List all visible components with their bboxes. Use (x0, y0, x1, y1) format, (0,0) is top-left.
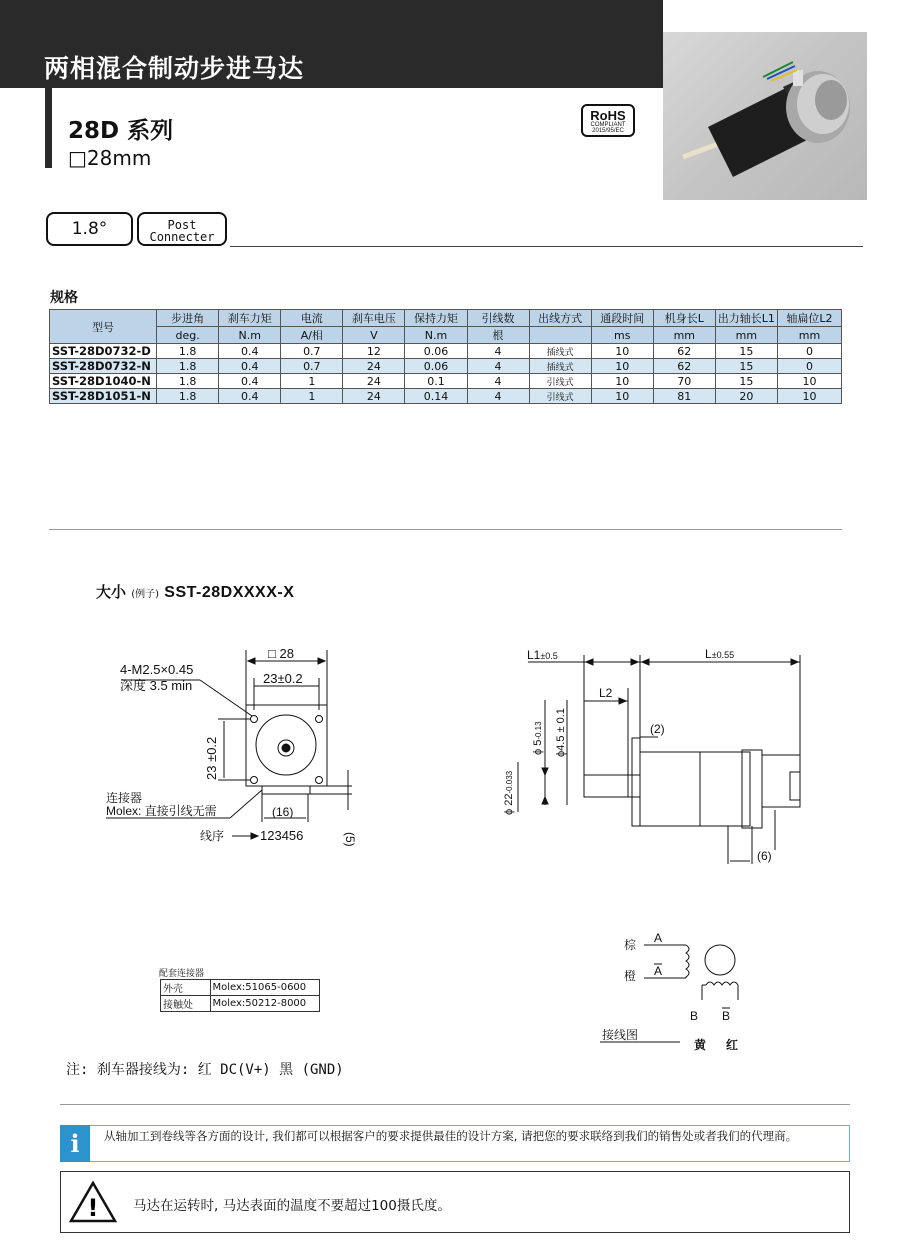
spec-unit-5: N.m (405, 327, 467, 344)
coil-B-bar: B (722, 1009, 731, 1023)
spec-title: 规格 (50, 290, 78, 306)
dim-phi5: ϕ 5-0.13 (532, 721, 544, 755)
example-label: (例子) (131, 589, 160, 600)
spec-unit-6: 根 (467, 327, 529, 344)
table-cell: 4 (467, 359, 529, 374)
info-icon: i (60, 1125, 90, 1162)
table-cell: 62 (653, 344, 715, 359)
table-cell: 插线式 (529, 359, 591, 374)
table-row (161, 980, 320, 996)
dimension-label: 大小 (96, 583, 127, 601)
frame-size: □28mm (68, 146, 152, 170)
table-cell: 引线式 (529, 389, 591, 404)
warning-symbol: ! (87, 1194, 99, 1222)
table-cell: 1.8 (157, 374, 219, 389)
wire-orange: 橙 (624, 969, 637, 983)
table-cell: 4 (467, 344, 529, 359)
warning-text: 马达在运转时, 马达表面的温度不要超过100摄氏度。 (133, 1198, 451, 1214)
table-cell: 0.7 (281, 359, 343, 374)
model-cell: SST-28D0732-D (50, 344, 157, 359)
table-cell: 1.8 (157, 359, 219, 374)
rohs-main: RoHS (590, 108, 626, 123)
coil-A: A (654, 931, 663, 945)
spec-header-11: 轴扁位L2 (777, 310, 841, 327)
table-cell: 0.4 (219, 359, 281, 374)
dim-phi45: ϕ4.5 ± 0.1 (555, 708, 567, 757)
side-view-labels (503, 647, 772, 863)
table-cell: 0.4 (219, 344, 281, 359)
table-cell: 70 (653, 374, 715, 389)
brake-wiring-note: 注: 刹车器接线为: 红 DC(V+) 黑 (GND) (66, 1062, 344, 1078)
wiring-labels (602, 931, 738, 1052)
post-tag-line2: Connecter (149, 230, 215, 244)
dim-depth: 深度 3.5 min (120, 678, 193, 693)
wire-brown: 棕 (624, 938, 637, 952)
table-cell: 外壳 (161, 980, 211, 996)
spec-unit-8: ms (591, 327, 653, 344)
table-cell: 0.1 (405, 374, 467, 389)
wire-yellow: 黄 (694, 1038, 707, 1052)
series-name: 28D 系列 (68, 118, 174, 144)
model-cell: SST-28D0732-N (50, 359, 157, 374)
table-cell: 0.7 (281, 344, 343, 359)
table-cell: 4 (467, 389, 529, 404)
table-cell: 插线式 (529, 344, 591, 359)
table-cell: 0 (777, 344, 841, 359)
dim-pitch: 23±0.2 (263, 671, 303, 686)
wire-order-label: 线序 (200, 829, 225, 843)
table-cell: 62 (653, 359, 715, 374)
warning-icon (68, 1180, 118, 1224)
table-row (161, 996, 320, 1012)
spec-header-8: 通段时间 (591, 310, 653, 327)
spec-unit-1: deg. (157, 327, 219, 344)
spec-unit-9: mm (653, 327, 715, 344)
step-angle-tag: 1.8° (46, 212, 133, 246)
table-cell: 4 (467, 374, 529, 389)
table-cell: 0.14 (405, 389, 467, 404)
spec-unit-10: mm (715, 327, 777, 344)
table-cell: 10 (591, 374, 653, 389)
table-cell: 24 (343, 359, 405, 374)
spec-unit-2: N.m (219, 327, 281, 344)
wire-order-nums: 123456 (260, 828, 304, 843)
dim-16: (16) (272, 805, 294, 819)
dim-holes: 4-M2.5×0.45 (120, 662, 194, 677)
spec-header-model: 型号 (50, 310, 157, 344)
table-cell: 1 (281, 389, 343, 404)
model-cell: SST-28D1051-N (50, 389, 157, 404)
table-cell: Molex:50212-8000 (210, 996, 320, 1012)
dim-vpitch: 23 ±0.2 (204, 736, 219, 780)
table-cell: Molex:51065-0600 (210, 980, 320, 996)
table-cell: 接触处 (161, 996, 211, 1012)
dim-square: □ 28 (268, 646, 294, 661)
table-cell: 0.06 (405, 359, 467, 374)
spec-header-2: 刹车力矩 (219, 310, 281, 327)
connector-table-title: 配套连接器 (159, 969, 205, 979)
coil-A-bar: A (654, 964, 663, 978)
spec-header-9: 机身长L (653, 310, 715, 327)
post-tag-line1: Post (167, 218, 197, 232)
table-cell: 1.8 (157, 389, 219, 404)
spec-header-5: 保持力矩 (405, 310, 467, 327)
table-cell: 1 (281, 374, 343, 389)
spec-header-7: 出线方式 (529, 310, 591, 327)
table-cell: 15 (715, 374, 777, 389)
table-cell: 0.4 (219, 389, 281, 404)
molex-label: Molex: 直接引线无需 (106, 804, 217, 818)
table-cell: 15 (715, 359, 777, 374)
spec-header-1: 步进角 (157, 310, 219, 327)
dim-6: (6) (757, 849, 772, 863)
spec-header-4: 刹车电压 (343, 310, 405, 327)
dim-L2: L2 (599, 686, 613, 700)
table-cell: 15 (715, 344, 777, 359)
table-cell: 1.8 (157, 344, 219, 359)
wiring-diagram-label: 接线图 (602, 1028, 639, 1042)
table-cell: 0.4 (219, 374, 281, 389)
table-cell: 10 (591, 389, 653, 404)
dim-5: (5) (343, 832, 357, 847)
table-cell: 10 (591, 359, 653, 374)
table-cell: 20 (715, 389, 777, 404)
dim-phi22: ϕ 22-0.033 (503, 770, 515, 815)
connector-label: 连接器 (106, 791, 143, 805)
table-cell: 12 (343, 344, 405, 359)
spec-header-3: 电流 (281, 310, 343, 327)
side-view (518, 655, 800, 864)
connector-table (160, 979, 320, 1012)
dim-L: L±0.55 (705, 647, 735, 661)
page-title: 两相混合制动步进马达 (44, 54, 305, 83)
dim-2: (2) (650, 722, 665, 736)
table-cell: 81 (653, 389, 715, 404)
wire-red: 红 (726, 1038, 739, 1052)
spec-unit-3: A/相 (281, 327, 343, 344)
table-cell: 0.06 (405, 344, 467, 359)
spec-header-6: 引线数 (467, 310, 529, 327)
table-cell: 24 (343, 374, 405, 389)
rohs-compliant: COMPLIANT (590, 122, 626, 128)
model-cell: SST-28D1040-N (50, 374, 157, 389)
table-cell: 10 (591, 344, 653, 359)
footer-divider (60, 1104, 850, 1105)
rohs-directive: 2015/95/EC (592, 128, 624, 134)
coil-B: B (690, 1009, 699, 1023)
spec-header-10: 出力轴长L1 (715, 310, 777, 327)
spec-unit-11: mm (777, 327, 841, 344)
example-model: SST-28DXXXX-X (164, 584, 295, 601)
table-cell: 引线式 (529, 374, 591, 389)
table-cell: 10 (777, 374, 841, 389)
table-cell: 24 (343, 389, 405, 404)
table-cell: 0 (777, 359, 841, 374)
info-text: 从轴加工到卷线等各方面的设计, 我们都可以根据客户的要求提供最佳的设计方案, 请把您的要求联络到我们的销售处或者我们的代理商。 (104, 1129, 798, 1143)
spec-unit-4: V (343, 327, 405, 344)
table-cell: 10 (777, 389, 841, 404)
dim-L1: L1±0.5 (527, 648, 558, 662)
